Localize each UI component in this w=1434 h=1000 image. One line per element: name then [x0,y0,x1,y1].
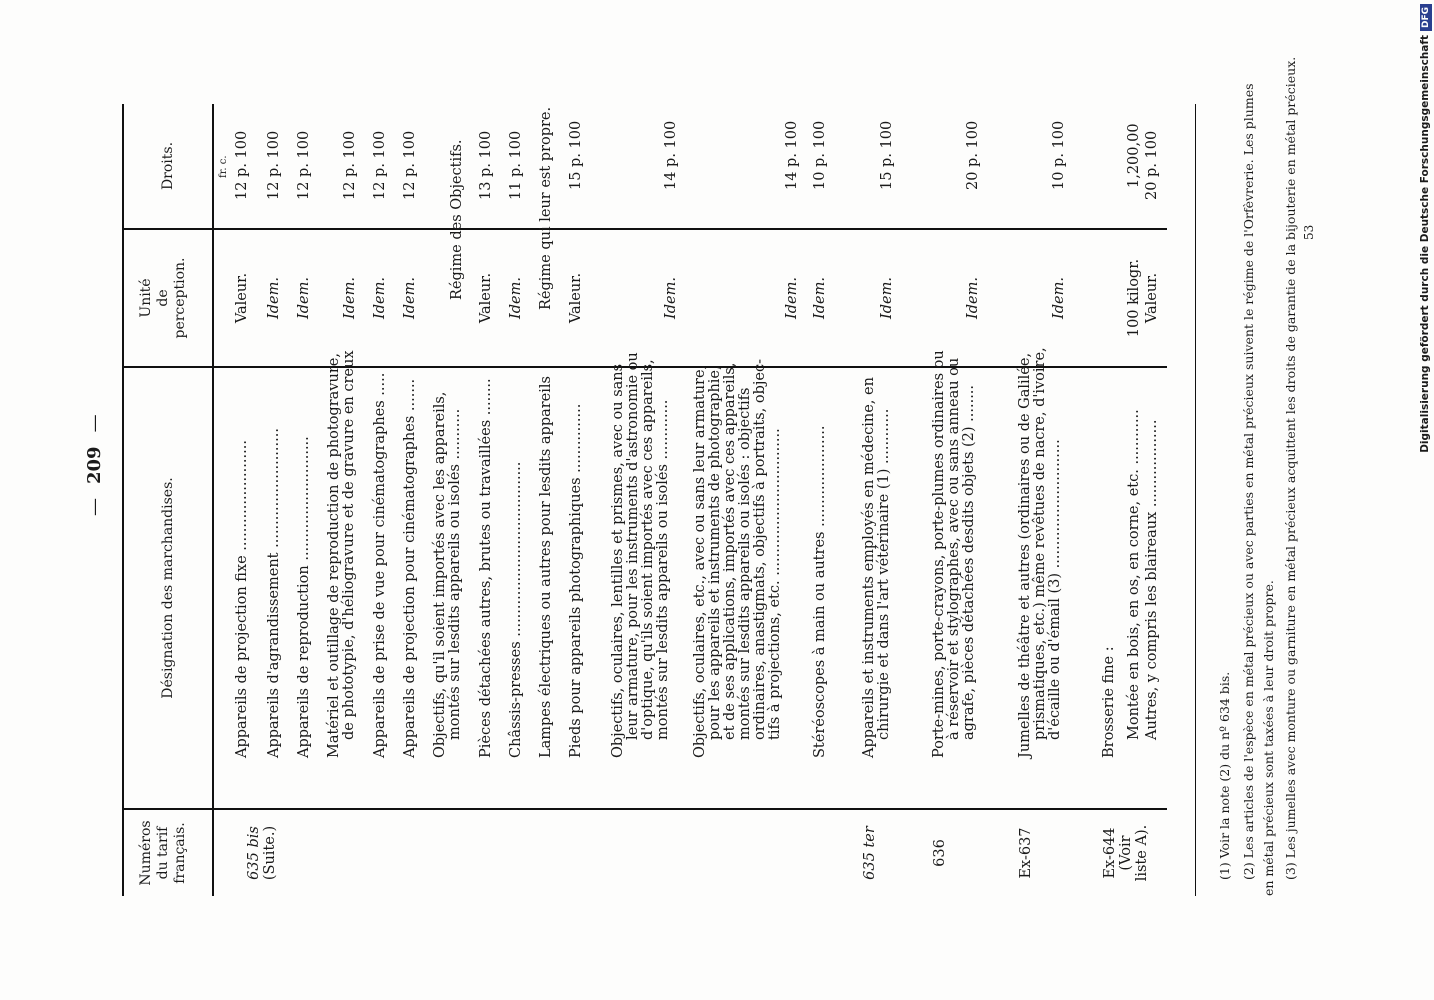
row-12-duty: 14 p. 100 [663,120,679,190]
page-folio: 53 [1302,224,1316,240]
row-13-duty: 14 p. 100 [784,120,800,190]
header-numeros: Numéros du tarif français. [138,820,188,886]
row-9-duty: 11 p. 100 [508,130,524,200]
row-16-unit: Idem. [965,277,981,319]
row-1-duty: 12 p. 100 [234,130,250,200]
tariff-number-635ter: 635 ter [862,826,878,880]
row-16-duty: 20 p. 100 [965,120,981,190]
row-8-unit: Valeur. [478,272,494,324]
row-20-designation: Autres, y compris les blaireaux ................... [1144,419,1160,740]
row-12-unit: Idem. [663,277,679,319]
row-11-duty: 15 p. 100 [568,120,584,190]
digitization-watermark [1416,0,1434,1000]
row-2-designation: Appareils d'agrandissement .......................... [266,428,282,758]
row-5-unit: Idem. [372,277,388,319]
footnote-3: (3) Les jumelles avec monture ou garniture en métal précieux acquittent les droits de garantie de la bijouterie en métal précieux. [1283,56,1298,880]
tariff-number-635bis: 635 bis (Suite.) [246,825,278,881]
row-3-duty: 12 p. 100 [296,130,312,200]
row-5-duty: 12 p. 100 [372,130,388,200]
row-17-designation: Jumelles de théâtre et autres (ordinaires ou de Galilée, prismatiques, etc.) même revêtues de nacre, d'ivoire, d'écaille ou d'émail (3) ............................ [1017,347,1063,758]
column-divider-num [122,808,1167,810]
row-11-designation: Pieds pour appareils photographiques ............... [568,403,584,758]
row-8-duty: 13 p. 100 [478,130,494,200]
row-19-duty: 1,200,00 [1126,123,1142,188]
row-11-unit: Valeur. [568,272,584,324]
page-number-value: 209 [84,446,105,484]
watermark-text: Digitalisierung gefördert durch die Deutsche Forschungsgemeinschaft [1419,35,1431,453]
row-8-designation: Pièces détachées autres, brutes ou travaillées ........ [478,378,494,758]
footnote-2-cont: en métal précieux sont taxées à leur droit propre. [1261,580,1276,896]
row-15-designation: Appareils et instruments employés en médecine, en chirurgie et dans l'art vétérinaire (1) ............ [861,377,892,758]
footnote-2: (2) Les articles de l'espèce en métal précieux ou avec parties en métal précieux suivent le régime de l'Orfèvrerie. Les plumes [1241,83,1256,880]
row-5-designation: Appareils de prise de vue pour cinématographes ..... [372,372,388,758]
row-13-unit: Idem. [784,277,800,319]
row-1-unit: Valeur. [234,272,250,324]
row-18-designation: Brosserie fine : [1101,646,1117,758]
tariff-number-ex644: Ex-644 (Voir liste A). [1102,824,1150,882]
row-6-unit: Idem. [402,277,418,319]
currency-header: fr. c. [218,155,229,178]
table-bottom-rule [1195,104,1196,896]
row-10-unit: Régime qui leur est propre. [538,106,554,310]
tariff-number-ex637: Ex-637 [1018,827,1034,879]
row-14-designation: Stéréoscopes à main ou autres ...................... [812,425,828,758]
row-3-designation: Appareils de reproduction ........................... [296,436,312,758]
row-15-duty: 15 p. 100 [879,120,895,190]
row-3-unit: Idem. [296,277,312,319]
header-unite: Unité de perception. [138,257,188,339]
row-9-unit: Idem. [508,277,524,319]
row-20-unit: Valeur. [1144,272,1160,324]
dfg-logo-icon: DFG [1420,4,1432,31]
page-number: —209— [84,414,105,516]
row-2-duty: 12 p. 100 [266,130,282,200]
row-15-unit: Idem. [879,277,895,319]
row-16-designation: Porte-mines, porte-crayons, porte-plumes ordinaires ou à réservoir et stylographes, avec ou sans anneau ou agrafe, pièces détachées desdits objets (2) ........ [931,350,977,758]
row-2-unit: Idem. [266,277,282,319]
row-7-unit: Régime des Objectifs. [449,139,465,300]
header-bottom-rule [212,104,214,896]
row-13-designation: Objectifs, oculaires, etc., avec ou sans leur armature, pour les appareils et instruments de photographie, et de ses applications, importés avec ces appareils, montés sur lesdits appareils ou isolés : objectifs ordinaires, anastigmats, objectifs à portraits, objec- tifs à projections, etc. ................................ [692,359,783,758]
row-9-designation: Châssis-presses ...................................... [508,461,524,758]
row-4-designation: Matériel et outillage de reproduction de photogravure, de phototypie, d'héliogravure et de gravure en creux [326,350,357,758]
row-12-designation: Objectifs, oculaires, lentilles et prismes, avec ou sans leur armature, pour les instruments d'astronomie ou d'optique, qu'ils soient importés avec ces appareils, montés sur lesdits appareils ou isolés ............. [610,352,671,758]
row-1-designation: Appareils de projection fixe ........................ [234,440,250,758]
row-7-designation: Objectifs, qu'il soient importés avec les appareils, montés sur lesdits appareils ou isolés ........... [432,391,463,758]
table-top-rule [122,104,124,896]
row-17-unit: Idem. [1051,277,1067,319]
row-17-duty: 10 p. 100 [1051,120,1067,190]
row-19-unit: 100 kilogr. [1126,258,1142,338]
row-10-designation: Lampes électriques ou autres pour lesdits appareils [538,376,554,758]
header-designation: Désignation des marchandises. [160,477,176,699]
header-droits: Droits. [160,141,176,191]
row-4-duty: 12 p. 100 [342,130,358,200]
row-20-duty: 20 p. 100 [1144,130,1160,200]
row-6-designation: Appareils de projection pour cinématographes ....... [402,378,418,758]
footnote-1: (1) Voir la note (2) du nº 634 bis. [1217,671,1232,880]
tariff-number-636: 636 [932,839,948,867]
row-14-unit: Idem. [812,277,828,319]
row-19-designation: Montée en bois, en os, en corne, etc. ............ [1126,409,1142,740]
row-6-duty: 12 p. 100 [402,130,418,200]
row-14-duty: 10 p. 100 [812,120,828,190]
row-4-unit: Idem. [342,277,358,319]
